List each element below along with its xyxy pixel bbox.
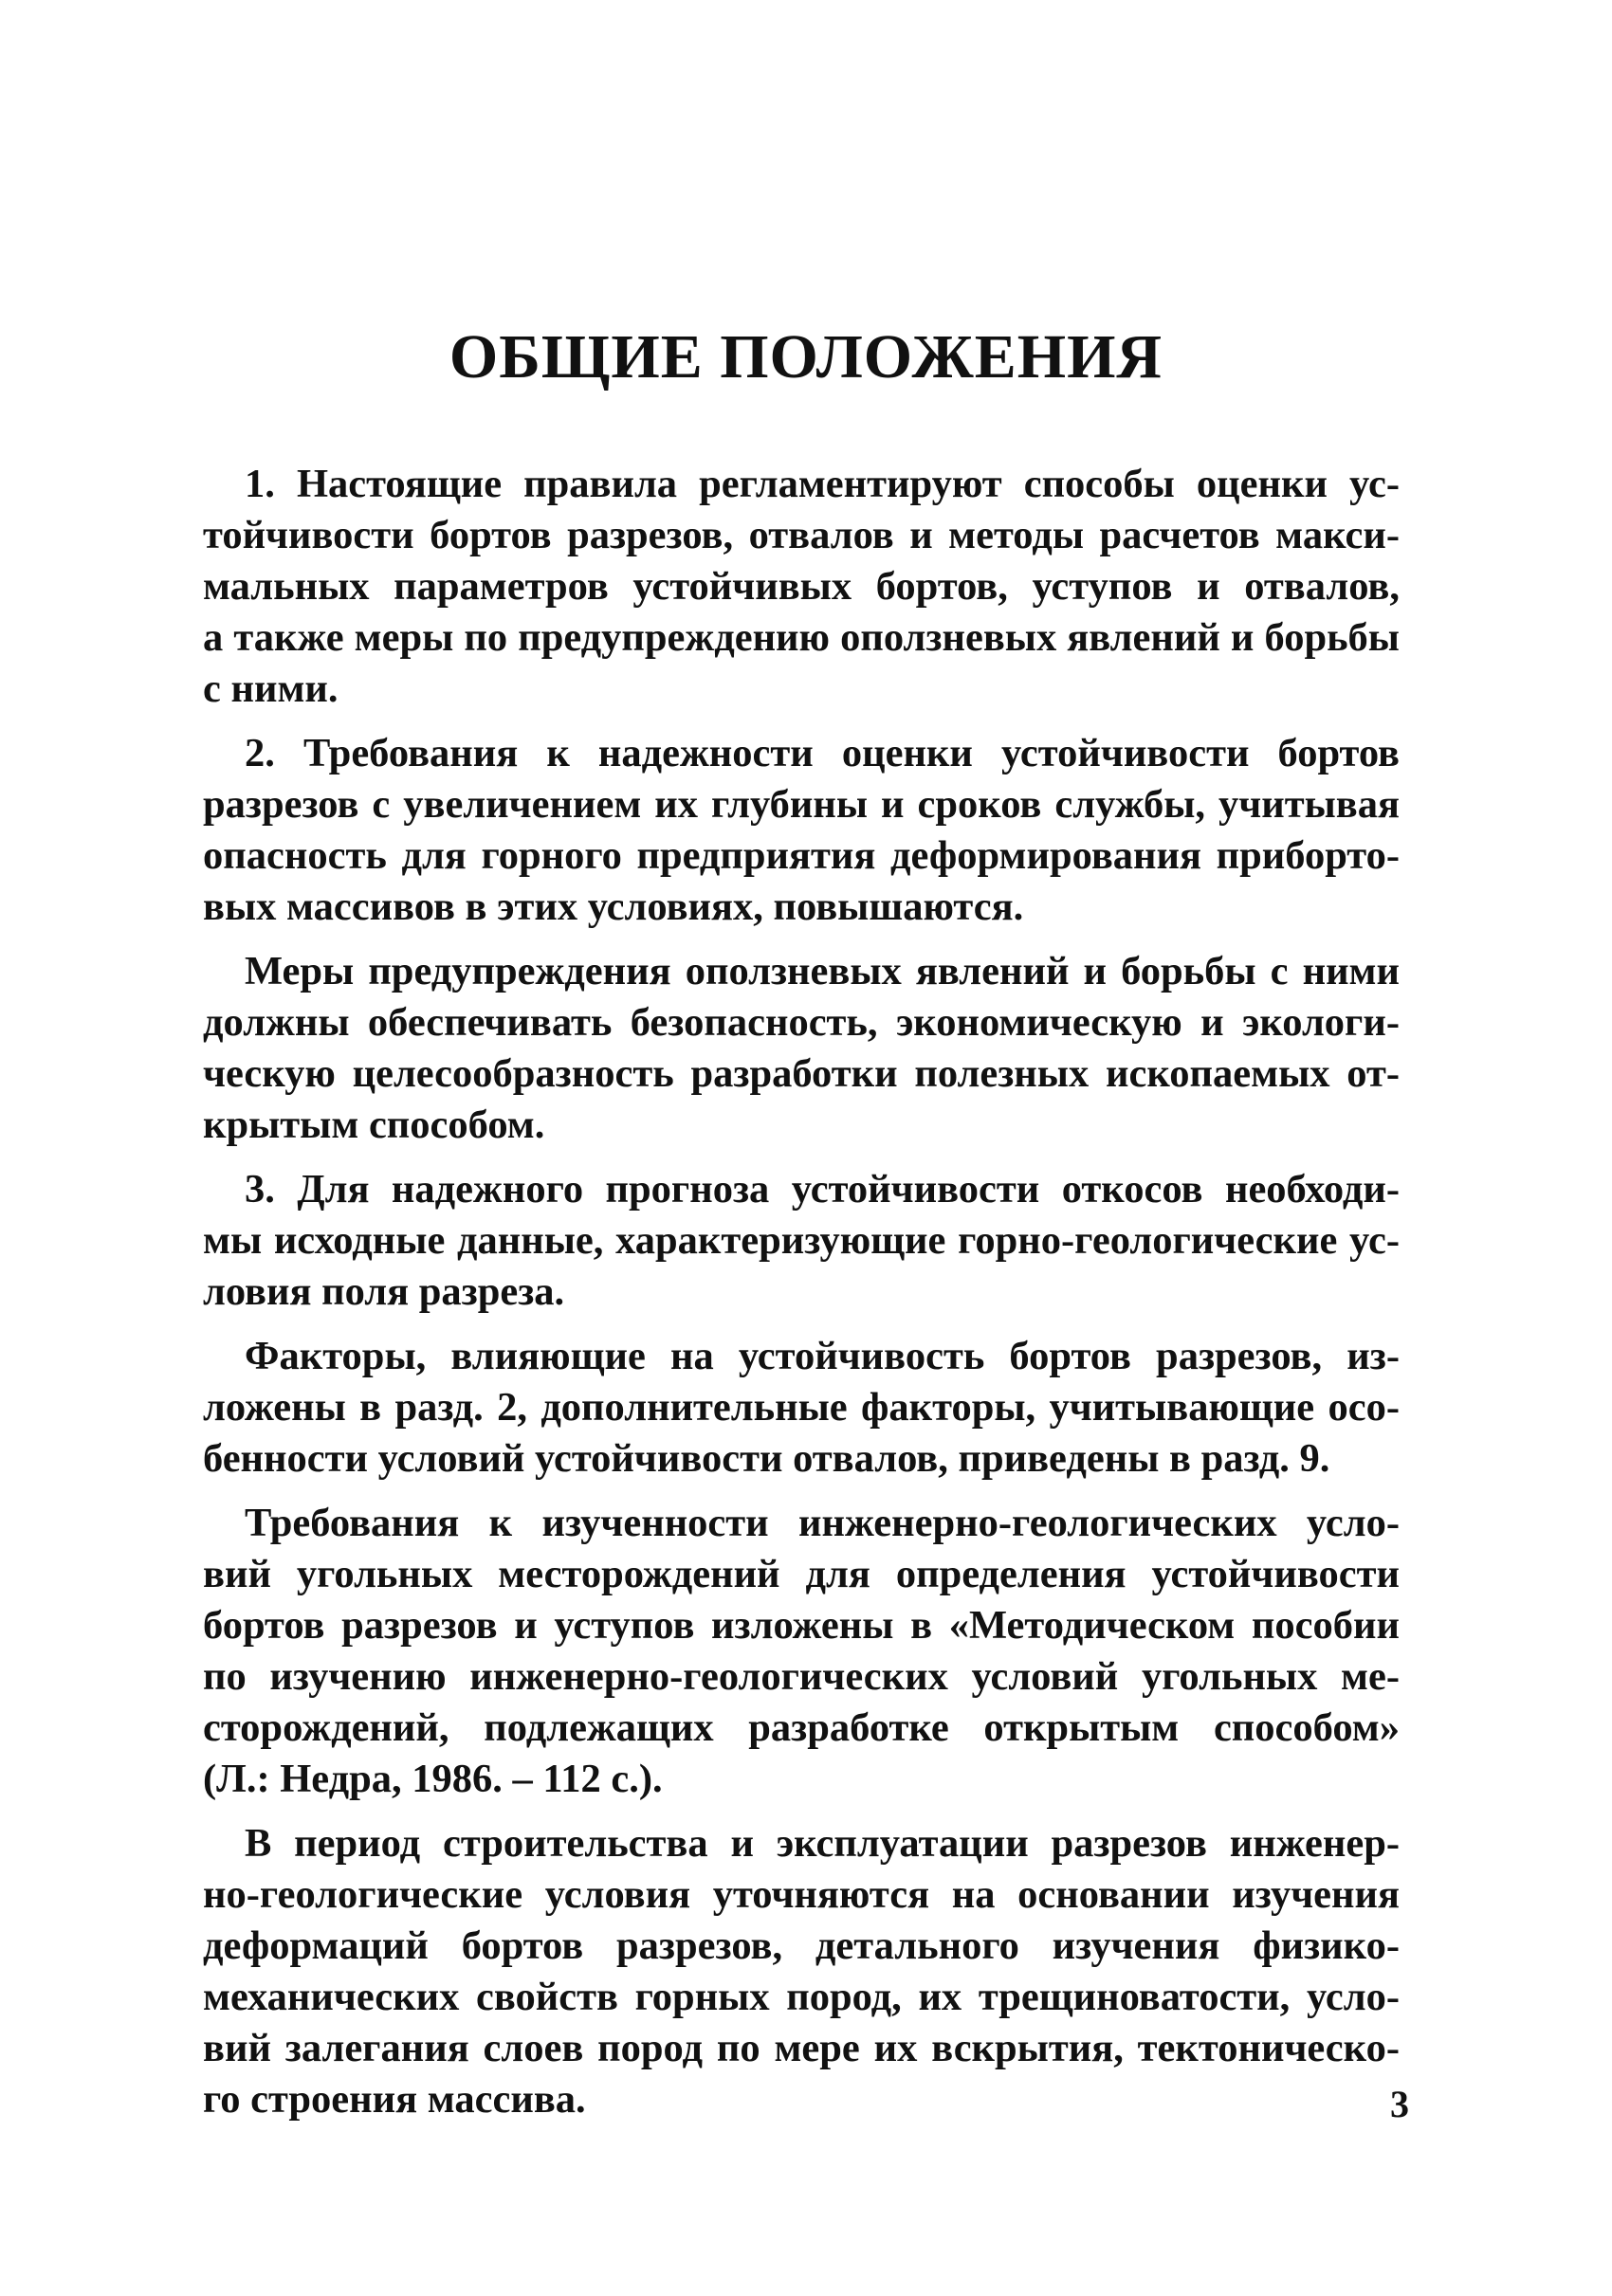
text-line: (Л.: Недра, 1986. – 112 с.). [203, 1757, 663, 1801]
text-line: ложены в разд. 2, дополнительные факторы, учитывающие осо- [203, 1385, 1400, 1430]
text-line: механических свойств горных пород, их трещиноватости, усло- [203, 1975, 1400, 2019]
paragraph [203, 1498, 1400, 1805]
page-number: 3 [1390, 2083, 1409, 2125]
document-body [203, 459, 1400, 2139]
text-line: 1. Настоящие правила регламентируют способы оценки ус- [245, 462, 1400, 506]
paragraph [203, 1818, 1400, 2125]
text-line: деформаций бортов разрезов, детального изучения физико- [203, 1923, 1400, 1968]
text-line: а также меры по предупреждению оползневых явлений и борьбы [203, 615, 1400, 660]
text-line: ловия поля разреза. [203, 1269, 565, 1314]
text-line: крытым способом. [203, 1102, 545, 1147]
text-line: разрезов с увеличением их глубины и сроков службы, учитывая [203, 782, 1400, 827]
text-line: вий залегания слоев пород по мере их вскрытия, тектоническо- [203, 2026, 1400, 2070]
text-line: тойчивости бортов разрезов, отвалов и методы расчетов макси- [203, 513, 1400, 557]
text-line: В период строительства и эксплуатации разрезов инженер- [245, 1821, 1400, 1866]
text-line: бенности условий устойчивости отвалов, приведены в разд. 9. [203, 1436, 1330, 1481]
text-line: опасность для горного предприятия деформирования приборто- [203, 833, 1400, 878]
text-line: мальных параметров устойчивых бортов, уступов и отвалов, [203, 564, 1400, 609]
text-line: с ними. [203, 666, 339, 711]
text-line: Меры предупреждения оползневых явлений и борьбы с ними [245, 949, 1400, 993]
text-line: но-геологические условия уточняются на основании изучения [203, 1872, 1400, 1917]
text-line: 3. Для надежного прогноза устойчивости откосов необходи- [245, 1167, 1400, 1212]
text-line: Факторы, влияющие на устойчивость бортов разрезов, из- [245, 1334, 1400, 1378]
text-line: Требования к изученности инженерно-геологических усло- [245, 1501, 1400, 1545]
text-line: вых массивов в этих условиях, повышаются. [203, 884, 1024, 929]
text-line: ческую целесообразность разработки полезных ископаемых от- [203, 1051, 1400, 1096]
text-line: бортов разрезов и уступов изложены в «Методическом пособии [203, 1603, 1400, 1648]
paragraph [203, 1164, 1400, 1318]
text-line: должны обеспечивать безопасность, экономическую и экологи- [203, 1000, 1400, 1045]
page-title: ОБЩИЕ ПОЛОЖЕНИЯ [449, 322, 1163, 392]
paragraph [203, 946, 1400, 1151]
paragraph [203, 1331, 1400, 1485]
text-line: 2. Требования к надежности оценки устойчивости бортов [245, 731, 1400, 775]
text-line: сторождений, подлежащих разработке открытым способом» [203, 1705, 1400, 1750]
text-line: мы исходные данные, характеризующие горно-геологические ус- [203, 1218, 1400, 1263]
paragraph [203, 459, 1400, 715]
text-line: го строения массива. [203, 2077, 586, 2122]
text-line: вий угольных месторождений для определения устойчивости [203, 1552, 1400, 1596]
paragraph [203, 728, 1400, 933]
text-line: по изучению инженерно-геологических условий угольных ме- [203, 1654, 1400, 1699]
